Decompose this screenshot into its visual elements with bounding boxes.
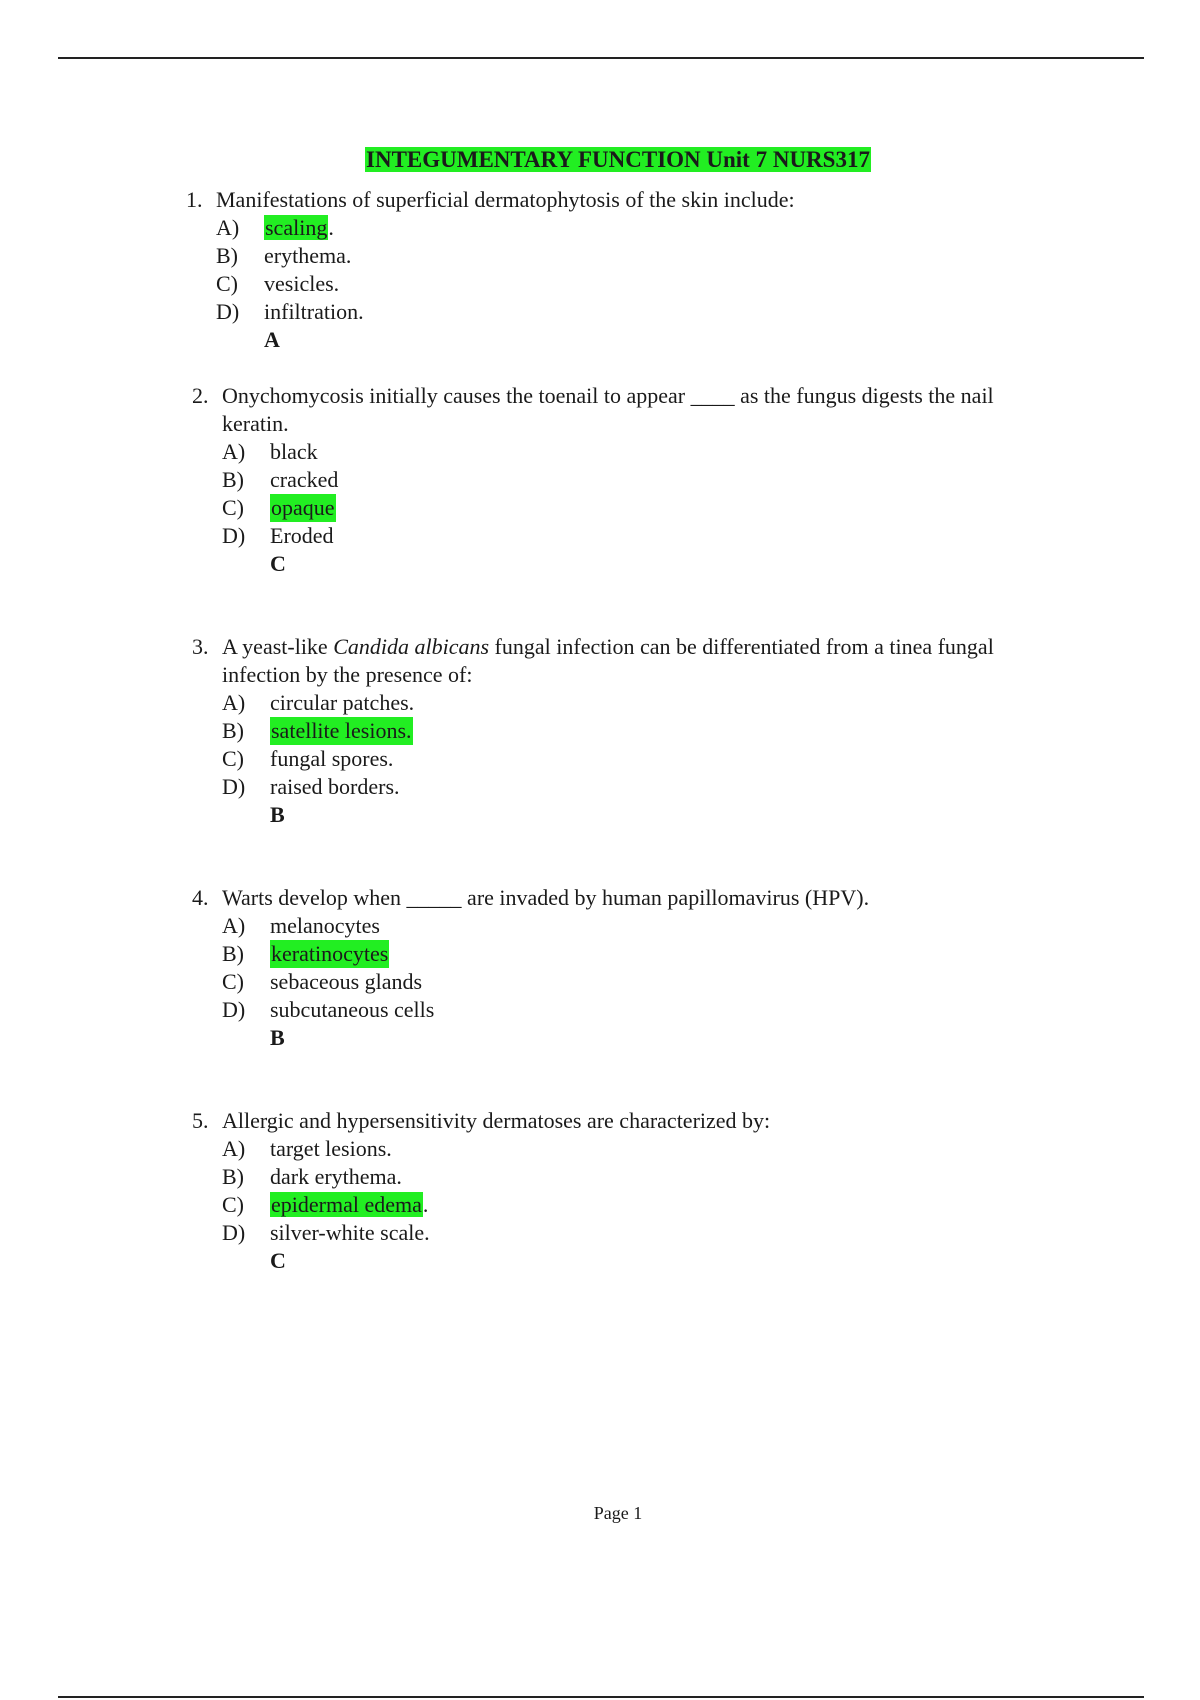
highlighted-answer: satellite lesions. bbox=[271, 718, 412, 743]
question-text: Allergic and hypersensitivity dermatoses are characterized by: bbox=[222, 1108, 771, 1133]
answer-key: A bbox=[264, 327, 280, 352]
option-letter: A) bbox=[222, 913, 246, 938]
question-text-post: fungal infection can be differentiated from a tinea fungal bbox=[489, 634, 994, 659]
answer-row bbox=[222, 1247, 770, 1275]
option-c bbox=[222, 1191, 770, 1219]
option-list bbox=[192, 1135, 770, 1275]
question-4 bbox=[192, 884, 869, 1052]
option-text: infiltration. bbox=[264, 299, 364, 324]
option-list bbox=[192, 912, 869, 1052]
option-c bbox=[222, 494, 994, 522]
question-number: 1. bbox=[186, 187, 203, 212]
question-text: Warts develop when _____ are invaded by human papillomavirus (HPV). bbox=[222, 885, 870, 910]
answer-row bbox=[216, 326, 795, 354]
option-letter: A) bbox=[222, 439, 246, 464]
option-a bbox=[222, 438, 994, 466]
option-letter: D) bbox=[222, 1220, 246, 1245]
option-letter: C) bbox=[216, 271, 238, 296]
option-c bbox=[222, 745, 994, 773]
option-d bbox=[222, 522, 994, 550]
option-letter: B) bbox=[222, 941, 244, 966]
question-5 bbox=[192, 1107, 770, 1275]
question-text: Manifestations of superficial dermatophytosis of the skin include: bbox=[216, 187, 795, 212]
option-text: vesicles. bbox=[264, 271, 340, 296]
option-letter: B) bbox=[216, 243, 238, 268]
answer-key: B bbox=[270, 1025, 285, 1050]
option-text: Eroded bbox=[270, 523, 334, 548]
option-suffix: . bbox=[422, 1192, 429, 1217]
option-letter: A) bbox=[222, 690, 246, 715]
highlighted-answer: opaque bbox=[271, 495, 335, 520]
option-b bbox=[222, 940, 869, 968]
option-text: sebaceous glands bbox=[270, 969, 423, 994]
document-title bbox=[0, 146, 1200, 174]
option-d bbox=[216, 298, 795, 326]
question-text-pre: A yeast-like bbox=[222, 634, 334, 659]
option-letter: C) bbox=[222, 969, 244, 994]
option-letter: D) bbox=[222, 523, 246, 548]
option-a bbox=[222, 689, 994, 717]
answer-key: B bbox=[270, 802, 285, 827]
option-text: erythema. bbox=[264, 243, 352, 268]
option-text: raised borders. bbox=[270, 774, 400, 799]
question-1 bbox=[186, 186, 795, 354]
option-letter: C) bbox=[222, 746, 244, 771]
highlighted-answer: epidermal edema bbox=[271, 1192, 422, 1217]
option-b bbox=[216, 242, 795, 270]
highlighted-answer: keratinocytes bbox=[271, 941, 389, 966]
question-number: 5. bbox=[192, 1108, 209, 1133]
option-a bbox=[222, 912, 869, 940]
question-number: 4. bbox=[192, 885, 209, 910]
question-number: 3. bbox=[192, 634, 209, 659]
option-text: dark erythema. bbox=[270, 1164, 402, 1189]
option-letter: B) bbox=[222, 718, 244, 743]
question-text-continued: infection by the presence of: bbox=[222, 662, 473, 687]
option-text: fungal spores. bbox=[270, 746, 394, 771]
option-text: cracked bbox=[270, 467, 339, 492]
option-letter: A) bbox=[216, 215, 240, 240]
option-c bbox=[216, 270, 795, 298]
highlighted-answer: scaling bbox=[265, 215, 328, 240]
option-a bbox=[216, 214, 795, 242]
option-text: circular patches. bbox=[270, 690, 415, 715]
answer-key: C bbox=[270, 1248, 286, 1273]
option-letter: B) bbox=[222, 467, 244, 492]
question-text bbox=[222, 633, 994, 661]
option-letter: C) bbox=[222, 495, 244, 520]
option-letter: C) bbox=[222, 1192, 244, 1217]
option-a bbox=[222, 1135, 770, 1163]
question-2 bbox=[192, 382, 994, 578]
option-letter: D) bbox=[216, 299, 240, 324]
answer-row bbox=[222, 550, 994, 578]
question-number: 2. bbox=[192, 383, 209, 408]
option-text: black bbox=[270, 439, 318, 464]
question-text: Onychomycosis initially causes the toenail to appear ____ as the fungus digests the nail bbox=[222, 383, 994, 408]
answer-row bbox=[222, 1024, 869, 1052]
page-number: Page 1 bbox=[593, 1503, 643, 1523]
option-letter: D) bbox=[222, 774, 246, 799]
answer-key: C bbox=[270, 551, 286, 576]
option-b bbox=[222, 717, 994, 745]
option-letter: A) bbox=[222, 1136, 246, 1161]
answer-row bbox=[222, 801, 994, 829]
option-c bbox=[222, 968, 869, 996]
option-d bbox=[222, 1219, 770, 1247]
option-list bbox=[192, 438, 994, 578]
title-highlight: INTEGUMENTARY FUNCTION Unit 7 NURS317 bbox=[366, 147, 870, 172]
option-text: silver-white scale. bbox=[270, 1220, 430, 1245]
option-text: target lesions. bbox=[270, 1136, 392, 1161]
option-text: melanocytes bbox=[270, 913, 380, 938]
option-b bbox=[222, 1163, 770, 1191]
option-b bbox=[222, 466, 994, 494]
option-d bbox=[222, 996, 869, 1024]
question-text-continued: keratin. bbox=[222, 411, 289, 436]
top-rule bbox=[58, 57, 1144, 59]
option-letter: D) bbox=[222, 997, 246, 1022]
option-list bbox=[192, 689, 994, 829]
option-d bbox=[222, 773, 994, 801]
option-letter: B) bbox=[222, 1164, 244, 1189]
question-3 bbox=[192, 633, 994, 829]
option-suffix: . bbox=[328, 215, 334, 240]
option-list bbox=[186, 214, 795, 354]
option-text: subcutaneous cells bbox=[270, 997, 435, 1022]
species-name: Candida albicans bbox=[333, 634, 490, 659]
bottom-rule bbox=[58, 1696, 1144, 1698]
